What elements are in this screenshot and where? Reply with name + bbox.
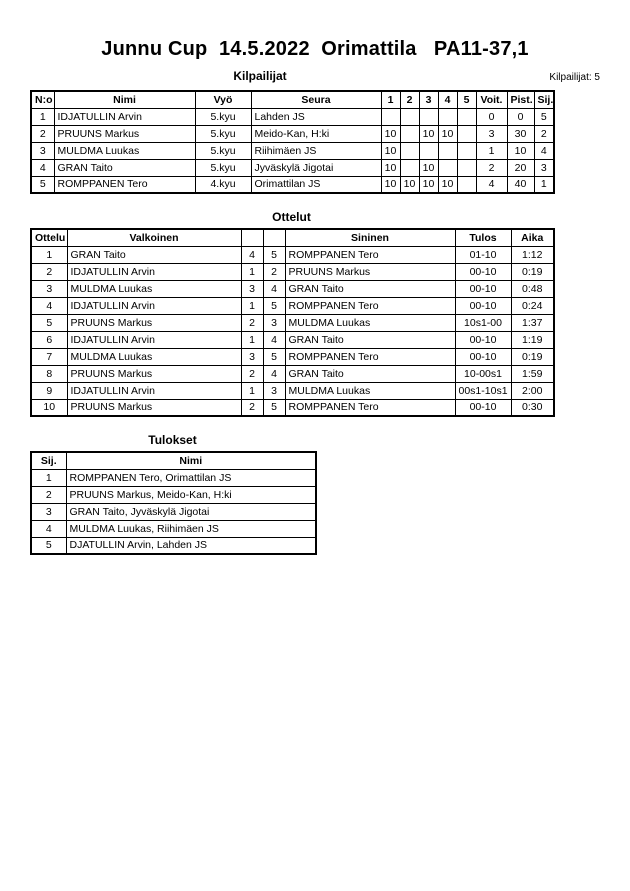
blue-number: 4 (263, 280, 285, 297)
score-cell: 10 (381, 176, 400, 193)
col-header-3: 3 (419, 91, 438, 108)
score-cell: 10 (419, 176, 438, 193)
match-time: 0:19 (511, 263, 554, 280)
col-header-sij: Sij. (534, 91, 554, 108)
section-title-results: Tulokset (148, 433, 197, 447)
competitor-club: Meido-Kan, H:ki (251, 125, 381, 142)
blue-name: GRAN Taito (285, 365, 455, 382)
white-name: GRAN Taito (67, 246, 241, 263)
competitor-wins: 2 (476, 159, 507, 176)
score-cell (400, 108, 419, 125)
competitor-rank: 1 (534, 176, 554, 193)
white-name: IDJATULLIN Arvin (67, 331, 241, 348)
match-result: 10-00s1 (455, 365, 511, 382)
col-header-no: N:o (31, 91, 54, 108)
competitors-count-label: Kilpailijat: 5 (549, 72, 600, 83)
competitor-row (31, 125, 554, 142)
competitors-table (30, 90, 555, 194)
result-rank: 3 (31, 503, 66, 520)
competitor-rank: 3 (534, 159, 554, 176)
competitor-row (31, 176, 554, 193)
match-result: 00-10 (455, 297, 511, 314)
blue-number: 5 (263, 246, 285, 263)
blue-name: ROMPPANEN Tero (285, 246, 455, 263)
blue-name: MULDMA Luukas (285, 314, 455, 331)
result-rank: 1 (31, 469, 66, 486)
competitor-wins: 0 (476, 108, 507, 125)
blue-name: GRAN Taito (285, 331, 455, 348)
white-number: 3 (241, 348, 263, 365)
blue-number: 2 (263, 263, 285, 280)
match-row (31, 297, 554, 314)
result-rank: 4 (31, 520, 66, 537)
blue-number: 5 (263, 399, 285, 416)
match-result: 00s1-10s1 (455, 382, 511, 399)
competitor-points: 20 (507, 159, 534, 176)
white-number: 2 (241, 365, 263, 382)
score-cell: 10 (419, 159, 438, 176)
white-name: PRUUNS Markus (67, 365, 241, 382)
matches-header-row (31, 229, 554, 246)
white-name: MULDMA Luukas (67, 280, 241, 297)
competitor-belt: 5.kyu (195, 108, 251, 125)
match-time: 1:19 (511, 331, 554, 348)
score-cell (438, 108, 457, 125)
white-number: 2 (241, 314, 263, 331)
match-result: 01-10 (455, 246, 511, 263)
result-row (31, 486, 316, 503)
match-row (31, 280, 554, 297)
result-name: MULDMA Luukas, Riihimäen JS (66, 520, 316, 537)
results-header-row (31, 452, 316, 469)
competitor-row (31, 108, 554, 125)
blue-number: 4 (263, 331, 285, 348)
blue-number: 5 (263, 297, 285, 314)
white-name: PRUUNS Markus (67, 314, 241, 331)
blue-name: PRUUNS Markus (285, 263, 455, 280)
white-name: PRUUNS Markus (67, 399, 241, 416)
competitor-club: Jyväskylä Jigotai (251, 159, 381, 176)
match-row (31, 314, 554, 331)
col-header-nimi: Nimi (54, 91, 195, 108)
match-time: 0:30 (511, 399, 554, 416)
match-time: 1:12 (511, 246, 554, 263)
match-time: 1:37 (511, 314, 554, 331)
competitor-belt: 5.kyu (195, 159, 251, 176)
score-cell (400, 159, 419, 176)
col-header-result-nimi: Nimi (66, 452, 316, 469)
white-number: 1 (241, 382, 263, 399)
score-cell (381, 108, 400, 125)
white-number: 3 (241, 280, 263, 297)
competitor-points: 30 (507, 125, 534, 142)
col-header-blue-no (263, 229, 285, 246)
match-number: 6 (31, 331, 67, 348)
match-row (31, 382, 554, 399)
competitor-wins: 4 (476, 176, 507, 193)
match-row (31, 263, 554, 280)
score-cell: 10 (381, 142, 400, 159)
result-row (31, 503, 316, 520)
blue-name: ROMPPANEN Tero (285, 399, 455, 416)
score-cell (457, 125, 476, 142)
competitor-row (31, 142, 554, 159)
match-result: 00-10 (455, 399, 511, 416)
col-header-aika: Aika (511, 229, 554, 246)
match-number: 8 (31, 365, 67, 382)
match-time: 0:48 (511, 280, 554, 297)
col-header-seura: Seura (251, 91, 381, 108)
match-row (31, 365, 554, 382)
competitors-section-head (30, 69, 600, 85)
col-header-vyo: Vyö (195, 91, 251, 108)
competitor-club: Orimattilan JS (251, 176, 381, 193)
col-header-valkoinen: Valkoinen (67, 229, 241, 246)
match-result: 00-10 (455, 331, 511, 348)
result-rank: 5 (31, 537, 66, 554)
competitor-number: 2 (31, 125, 54, 142)
col-header-sininen: Sininen (285, 229, 455, 246)
blue-name: ROMPPANEN Tero (285, 297, 455, 314)
col-header-2: 2 (400, 91, 419, 108)
score-cell: 10 (419, 125, 438, 142)
result-row (31, 520, 316, 537)
score-cell (419, 142, 438, 159)
score-cell (457, 108, 476, 125)
competitor-points: 10 (507, 142, 534, 159)
white-number: 2 (241, 399, 263, 416)
result-row (31, 537, 316, 554)
competitor-rank: 4 (534, 142, 554, 159)
competitor-name: GRAN Taito (54, 159, 195, 176)
match-row (31, 348, 554, 365)
score-cell (457, 142, 476, 159)
col-header-1: 1 (381, 91, 400, 108)
score-cell (438, 159, 457, 176)
blue-number: 5 (263, 348, 285, 365)
match-result: 00-10 (455, 348, 511, 365)
competitors-tbody (31, 108, 554, 193)
competitor-name: MULDMA Luukas (54, 142, 195, 159)
competitor-belt: 4.kyu (195, 176, 251, 193)
competitor-club: Riihimäen JS (251, 142, 381, 159)
competitor-points: 40 (507, 176, 534, 193)
match-time: 1:59 (511, 365, 554, 382)
competitor-row (31, 159, 554, 176)
competitor-name: PRUUNS Markus (54, 125, 195, 142)
competitor-club: Lahden JS (251, 108, 381, 125)
col-header-ottelu: Ottelu (31, 229, 67, 246)
col-header-pist: Pist. (507, 91, 534, 108)
match-number: 9 (31, 382, 67, 399)
score-cell: 10 (438, 125, 457, 142)
white-name: IDJATULLIN Arvin (67, 382, 241, 399)
match-row (31, 331, 554, 348)
match-number: 1 (31, 246, 67, 263)
competitor-wins: 3 (476, 125, 507, 142)
score-cell: 10 (381, 125, 400, 142)
col-header-voit: Voit. (476, 91, 507, 108)
match-result: 10s1-00 (455, 314, 511, 331)
match-row (31, 246, 554, 263)
competitor-wins: 1 (476, 142, 507, 159)
competitor-belt: 5.kyu (195, 125, 251, 142)
competitors-header-row (31, 91, 554, 108)
competitor-number: 4 (31, 159, 54, 176)
match-number: 5 (31, 314, 67, 331)
col-header-white-no (241, 229, 263, 246)
blue-name: ROMPPANEN Tero (285, 348, 455, 365)
match-row (31, 399, 554, 416)
white-number: 4 (241, 246, 263, 263)
competitor-belt: 5.kyu (195, 142, 251, 159)
match-number: 10 (31, 399, 67, 416)
section-title-competitors: Kilpailijat (233, 69, 287, 83)
competitor-name: ROMPPANEN Tero (54, 176, 195, 193)
match-time: 0:19 (511, 348, 554, 365)
match-time: 2:00 (511, 382, 554, 399)
match-time: 0:24 (511, 297, 554, 314)
blue-number: 3 (263, 314, 285, 331)
score-cell (419, 108, 438, 125)
score-cell (400, 142, 419, 159)
competitor-number: 3 (31, 142, 54, 159)
matches-table (30, 228, 555, 417)
result-name: GRAN Taito, Jyväskylä Jigotai (66, 503, 316, 520)
competitor-number: 5 (31, 176, 54, 193)
white-number: 1 (241, 297, 263, 314)
white-name: IDJATULLIN Arvin (67, 297, 241, 314)
competitor-rank: 2 (534, 125, 554, 142)
blue-number: 3 (263, 382, 285, 399)
score-cell (438, 142, 457, 159)
match-number: 3 (31, 280, 67, 297)
competitor-points: 0 (507, 108, 534, 125)
match-number: 7 (31, 348, 67, 365)
result-name: DJATULLIN Arvin, Lahden JS (66, 537, 316, 554)
white-number: 1 (241, 263, 263, 280)
col-header-5: 5 (457, 91, 476, 108)
competitor-number: 1 (31, 108, 54, 125)
col-header-result-sij: Sij. (31, 452, 66, 469)
match-result: 00-10 (455, 280, 511, 297)
blue-name: MULDMA Luukas (285, 382, 455, 399)
white-name: IDJATULLIN Arvin (67, 263, 241, 280)
page-title: Junnu Cup 14.5.2022 Orimattila PA11-37,1 (101, 38, 529, 60)
matches-tbody (31, 246, 554, 416)
col-header-4: 4 (438, 91, 457, 108)
result-name: PRUUNS Markus, Meido-Kan, H:ki (66, 486, 316, 503)
results-tbody (31, 469, 316, 554)
match-number: 2 (31, 263, 67, 280)
white-name: MULDMA Luukas (67, 348, 241, 365)
blue-name: GRAN Taito (285, 280, 455, 297)
score-cell (457, 176, 476, 193)
result-rank: 2 (31, 486, 66, 503)
score-cell: 10 (438, 176, 457, 193)
col-header-tulos: Tulos (455, 229, 511, 246)
result-row (31, 469, 316, 486)
blue-number: 4 (263, 365, 285, 382)
score-cell: 10 (400, 176, 419, 193)
results-table (30, 451, 317, 555)
result-name: ROMPPANEN Tero, Orimattilan JS (66, 469, 316, 486)
match-number: 4 (31, 297, 67, 314)
match-result: 00-10 (455, 263, 511, 280)
score-cell: 10 (381, 159, 400, 176)
white-number: 1 (241, 331, 263, 348)
score-cell (457, 159, 476, 176)
score-cell (400, 125, 419, 142)
section-title-matches: Ottelut (272, 210, 311, 224)
competitor-rank: 5 (534, 108, 554, 125)
competitor-name: IDJATULLIN Arvin (54, 108, 195, 125)
